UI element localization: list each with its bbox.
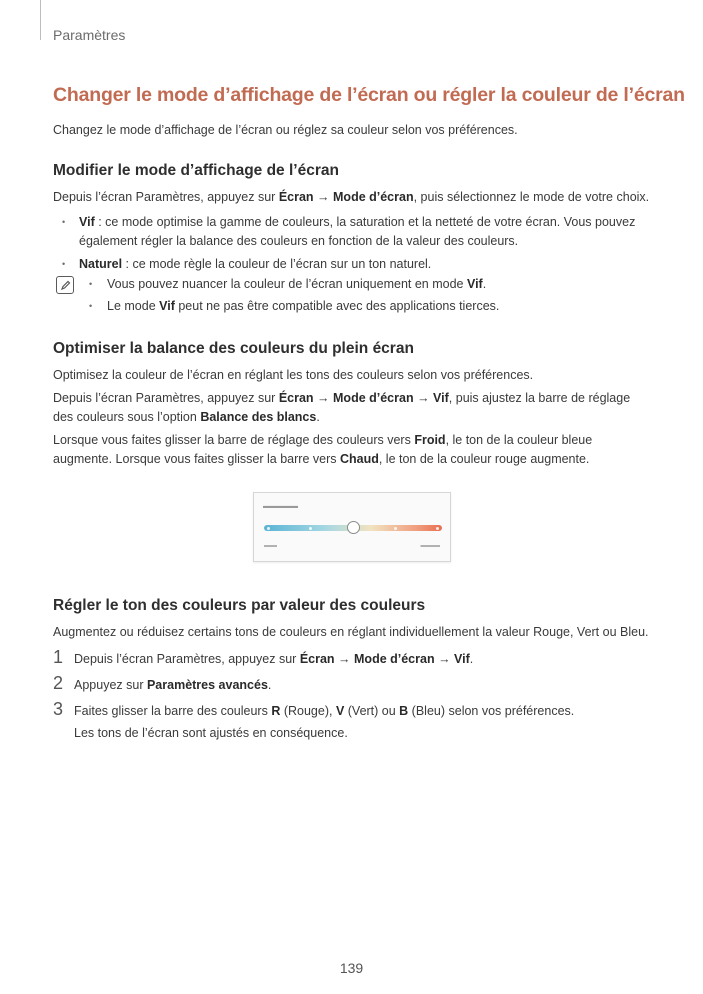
mode-list <box>53 213 653 274</box>
list-item-naturel: • Naturel : ce mode règle la couleur de l’écran sur un ton naturel. <box>53 255 653 274</box>
step-3: 3 Faites glisser la barre des couleurs R (Rouge), V (Vert) ou B (Bleu) selon vos préférences. Les tons de l’écran sont ajustés en conséquence. <box>53 702 653 743</box>
running-head: Paramètres <box>53 27 126 43</box>
balance-text-1: Optimisez la couleur de l’écran en réglant les tons des couleurs selon vos préférences. <box>53 368 534 382</box>
balance-text-2: Depuis l’écran Paramètres, appuyez sur Écran → Mode d’écran → Vif, puis ajustez la barre de réglage des couleurs sous l’option Balance des blancs. <box>53 391 631 424</box>
note-block <box>53 275 653 316</box>
section-heading-balance: Optimiser la balance des couleurs du plein écran <box>53 340 414 357</box>
step-number: 1 <box>53 647 64 667</box>
page-title: Changer le mode d’affichage de l’écran ou régler la couleur de l’écran <box>53 84 685 106</box>
slider-tick <box>309 527 312 530</box>
white-balance-screenshot <box>253 492 451 562</box>
note-list <box>107 275 653 316</box>
slider-tick <box>267 527 270 530</box>
section-display-mode-text: Depuis l’écran Paramètres, appuyez sur Écran → Mode d’écran, puis sélectionnez le mode de votre choix. <box>53 190 650 204</box>
step-2: 2 Appuyez sur Paramètres avancés. <box>53 673 272 693</box>
slider-label-cold-placeholder: ▬▬ <box>264 542 277 549</box>
step-number: 3 <box>53 699 64 719</box>
section-heading-display-mode: Modifier le mode d’affichage de l’écran <box>53 162 339 179</box>
section-heading-color-values: Régler le ton des couleurs par valeur des couleurs <box>53 597 426 614</box>
note-pen-icon <box>56 276 74 294</box>
list-item-vif: • Vif : ce mode optimise la gamme de couleurs, la saturation et la netteté de votre écran. Vous pouvez également régler la balance des couleurs en fonction de la valeur des couleurs. <box>53 213 653 251</box>
margin-rule <box>40 0 41 40</box>
color-values-text: Augmentez ou réduisez certains tons de couleurs en réglant individuellement la valeur Rouge, Vert ou Bleu. <box>53 625 649 639</box>
section-color-values <box>53 597 653 743</box>
white-balance-slider-thumb[interactable] <box>347 521 360 534</box>
slider-tick <box>394 527 397 530</box>
page-content <box>53 84 685 469</box>
slider-tick <box>436 527 439 530</box>
slider-title-placeholder: ▬▬▬▬▬ <box>263 503 298 510</box>
step-1: 1 Depuis l’écran Paramètres, appuyez sur Écran → Mode d’écran → Vif. <box>53 647 474 667</box>
slider-label-warm-placeholder: ▬▬▬ <box>420 542 440 549</box>
note-item-1: • Vous pouvez nuancer la couleur de l’écran uniquement en mode Vif. <box>107 275 653 294</box>
note-item-2: • Le mode Vif peut ne pas être compatible avec des applications tierces. <box>107 297 653 316</box>
step-3-result: Les tons de l’écran sont ajustés en conséquence. <box>74 726 348 740</box>
intro-text: Changez le mode d’affichage de l’écran ou réglez sa couleur selon vos préférences. <box>53 123 518 137</box>
step-number: 2 <box>53 673 64 693</box>
page-number: 139 <box>339 960 364 976</box>
balance-text-3: Lorsque vous faites glisser la barre de réglage des couleurs vers Froid, le ton de la couleur bleue augmente. Lorsque vous faites glisser la barre vers Chaud, le ton de la couleur rouge augmente. <box>53 433 593 466</box>
